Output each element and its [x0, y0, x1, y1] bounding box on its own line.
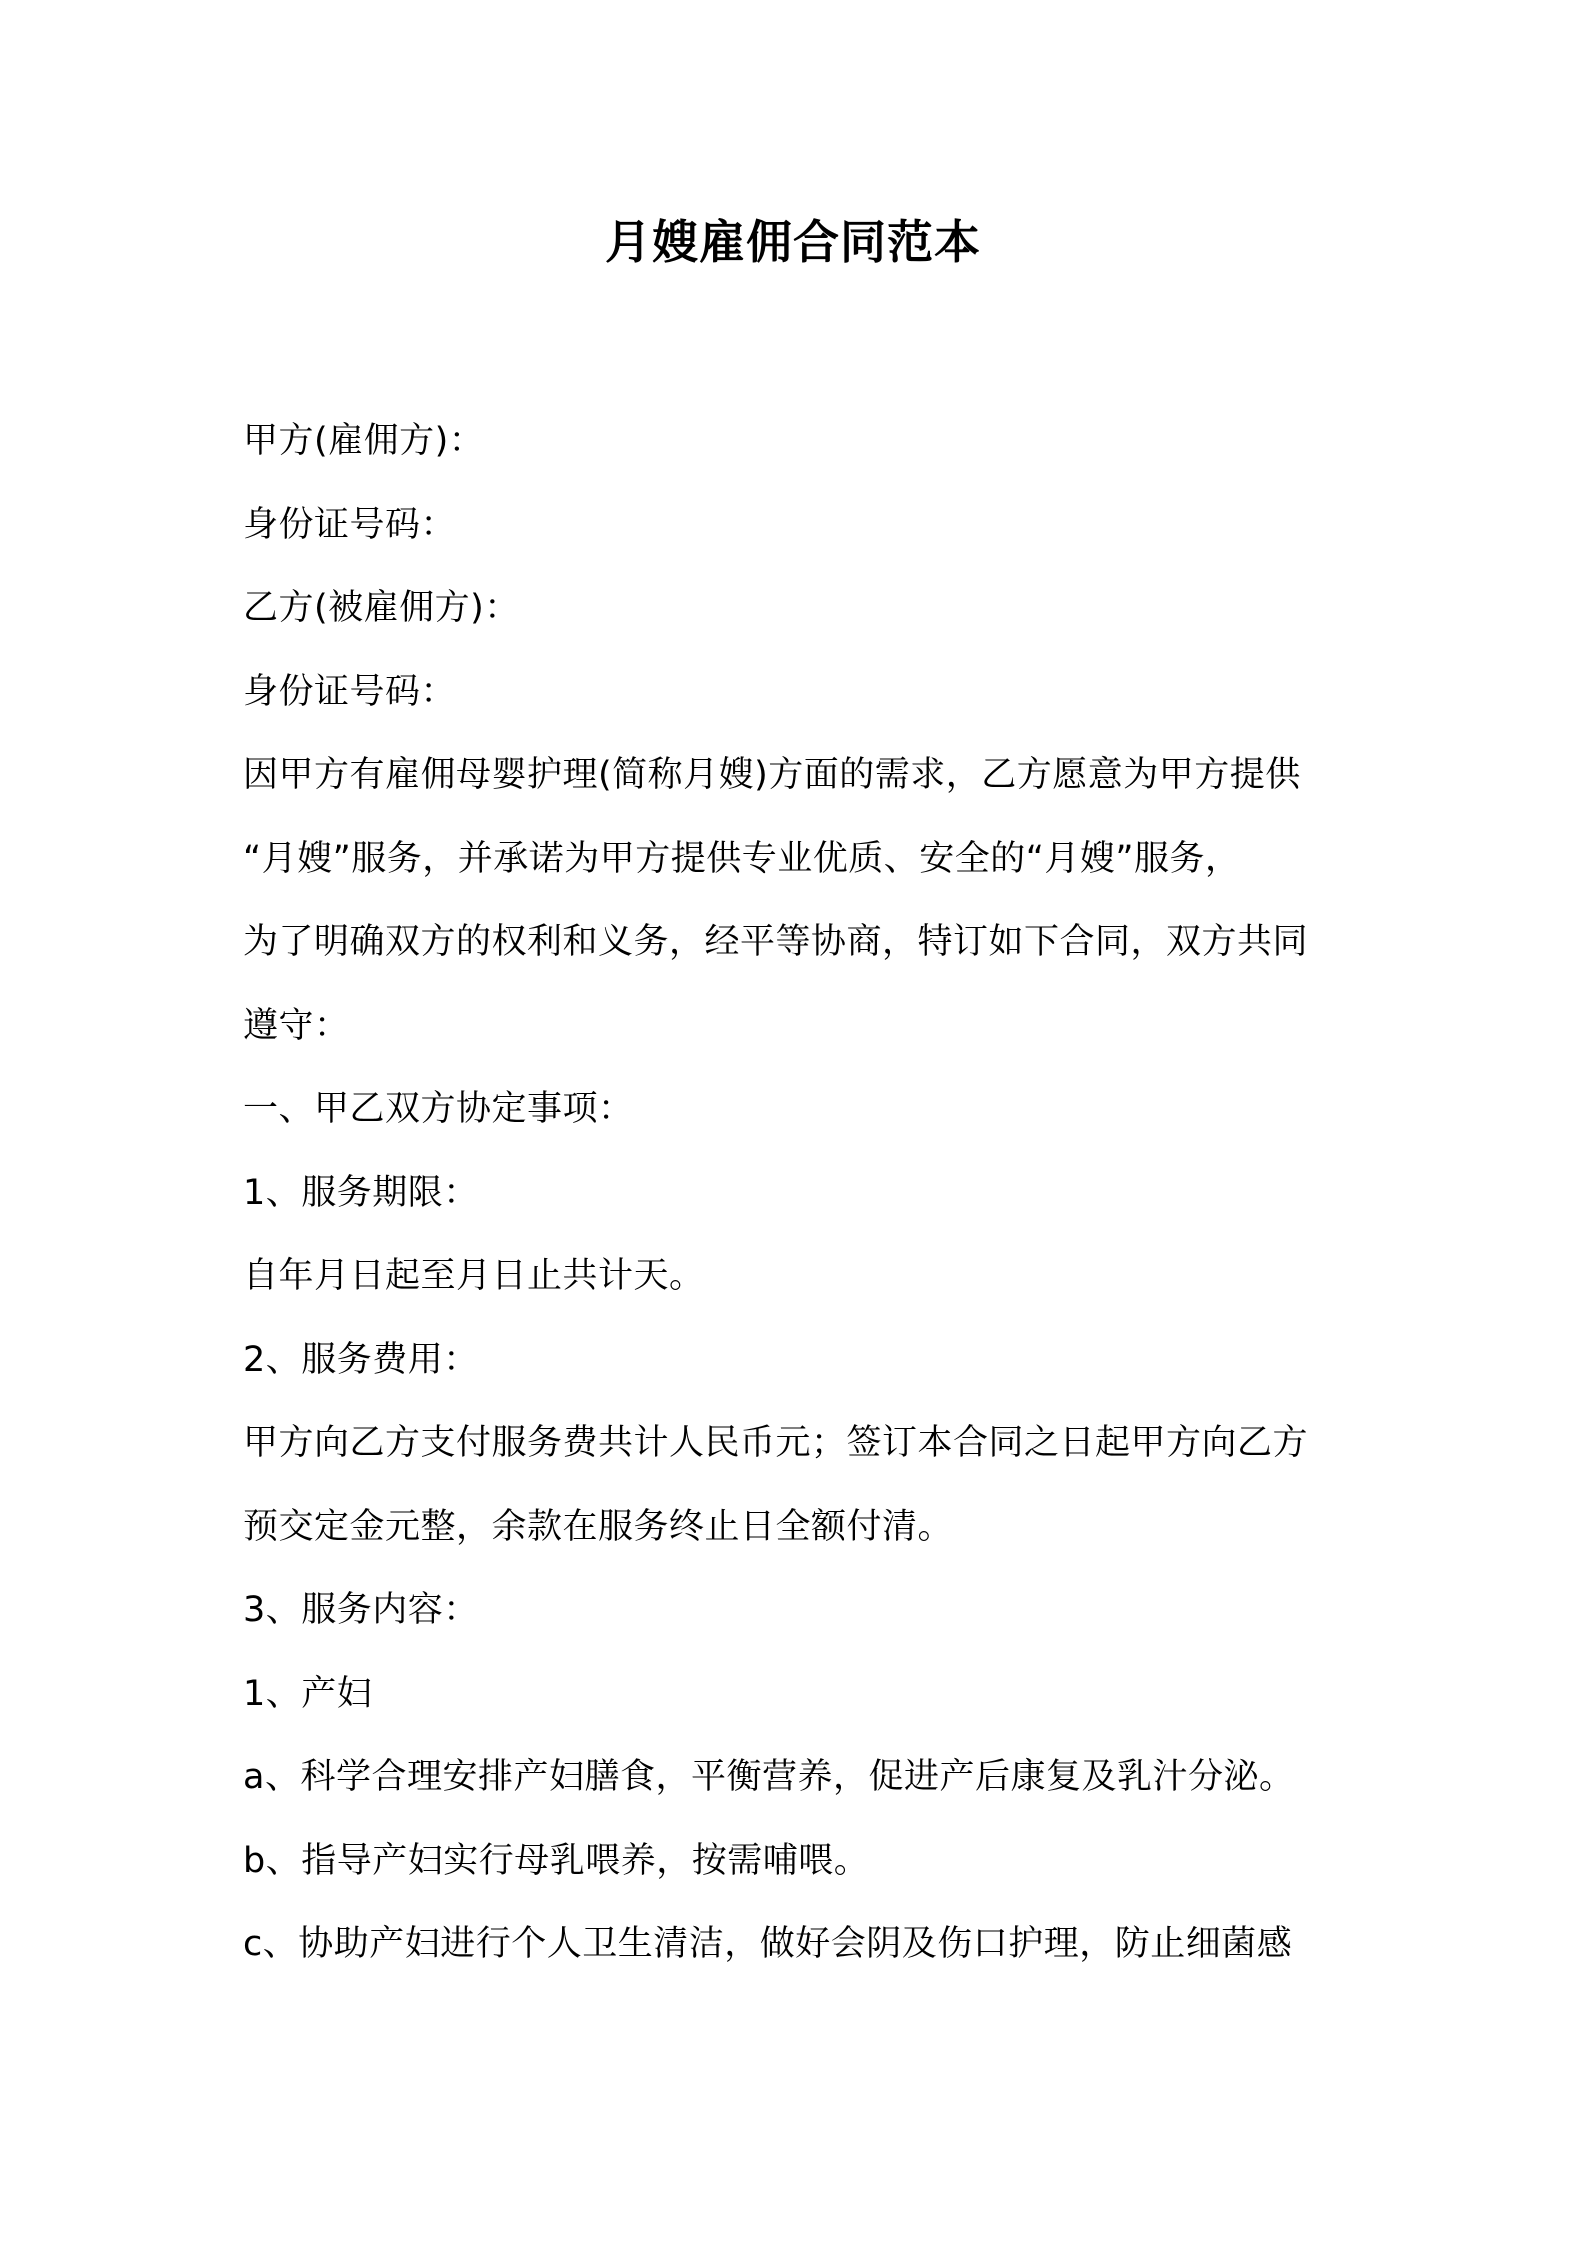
- party-b-line: 乙方(被雇佣方)：: [243, 588, 520, 628]
- document-body: [243, 400, 1353, 1987]
- party-a-line: 甲方(雇佣方)：: [243, 421, 485, 461]
- section-heading: 一、甲乙双方协定事项：: [243, 1089, 634, 1129]
- clause-heading-fee: 2、服务费用：: [243, 1339, 479, 1380]
- preamble-line-2: “月嫂”服务，并承诺为甲方提供专业优质、安全的“月嫂”服务，: [243, 838, 1241, 879]
- clause-text-term: 自年月日起至月日止共计天。: [243, 1256, 705, 1296]
- sub-heading-mother: 1、产妇: [243, 1673, 373, 1714]
- party-b-id-line: 身份证号码：: [243, 671, 457, 712]
- list-item-a: a、科学合理安排产妇膳食，平衡营养，促进产后康复及乳汁分泌。: [243, 1757, 1295, 1797]
- party-a-id-line: 身份证号码：: [243, 504, 457, 545]
- list-item-b: b、指导产妇实行母乳喂养，按需哺喂。: [243, 1840, 870, 1881]
- clause-heading-content: 3、服务内容：: [243, 1590, 479, 1630]
- preamble-line-3: 为了明确双方的权利和义务，经平等协商，特订如下合同，双方共同: [243, 922, 1309, 962]
- preamble-line-1: 因甲方有雇佣母婴护理(简称月嫂)方面的需求，乙方愿意为甲方提供: [243, 755, 1301, 795]
- clause-text-fee-2: 预交定金元整，余款在服务终止日全额付清。: [243, 1506, 954, 1547]
- clause-heading-term: 1、服务期限：: [243, 1172, 479, 1213]
- preamble-line-4: 遵守：: [243, 1005, 350, 1046]
- document-title: 月嫂雇佣合同范本: [605, 215, 981, 269]
- clause-text-fee-1: 甲方向乙方支付服务费共计人民币元；签订本合同之日起甲方向乙方: [243, 1423, 1309, 1463]
- list-item-c: c、协助产妇进行个人卫生清洁，做好会阴及伤口护理，防止细菌感: [243, 1924, 1293, 1964]
